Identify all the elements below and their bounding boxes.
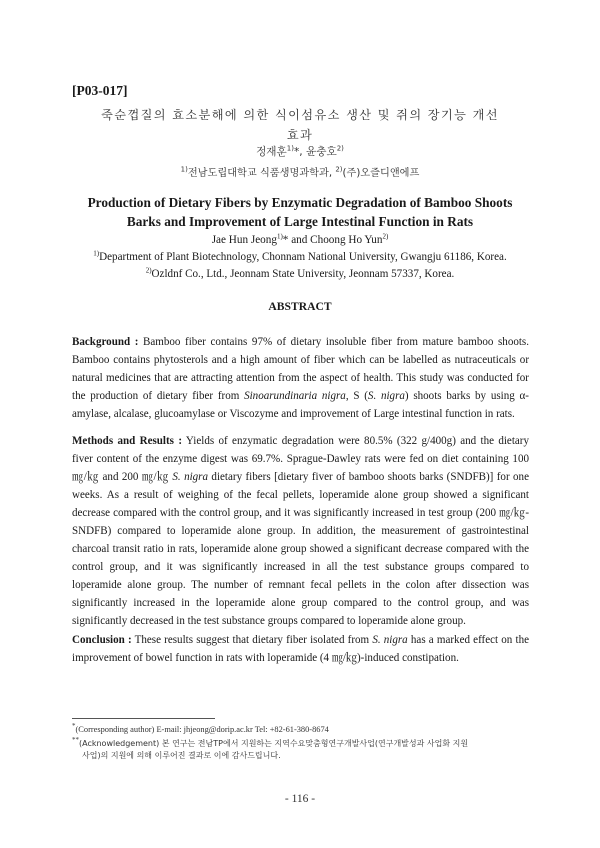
korean-aff-2: (주)오즐디앤에프 bbox=[342, 168, 420, 179]
methods-species: S. nigra bbox=[172, 471, 209, 483]
methods-label: Methods and Results : bbox=[72, 435, 182, 447]
page-number: - 116 - bbox=[284, 793, 316, 805]
korean-author-2-affil: 2) bbox=[336, 144, 344, 153]
background-text-3: ) shoots barks by using α-amylase, alcalase, glucoamylase or Viscozyme and improvement of Large intestinal function in rats. bbox=[72, 390, 529, 420]
footnote-1-text: (Corresponding author) E-mail: jhjeong@dorip.ac.kr Tel: +82-61-380-8674 bbox=[75, 725, 329, 734]
english-authors bbox=[60, 234, 540, 246]
korean-title-line1: 죽순껍질의 효소분해에 의한 식이섬유소 생산 및 쥐의 장기능 개선 bbox=[101, 108, 499, 122]
english-affiliation-1 bbox=[60, 251, 540, 263]
korean-author-1-affil: 1) bbox=[286, 144, 294, 153]
footnote-2-mark: ** bbox=[72, 736, 79, 745]
poster-code: [P03-017] bbox=[72, 83, 128, 98]
footnote-2-line2: 사업)의 지원에 의해 이루어진 결과로 이에 감사드립니다. bbox=[82, 751, 281, 760]
korean-aff-2-sup: 2) bbox=[335, 165, 343, 174]
korean-aff-1: 전남도립대학교 식품생명과학과, bbox=[187, 168, 336, 179]
english-author-1: Jae Hun Jeong bbox=[211, 234, 277, 246]
korean-affiliations bbox=[60, 164, 540, 179]
english-title-line2: Barks and Improvement of Large Intestinal Function in Rats bbox=[126, 214, 474, 229]
methods-text-1: Yields of enzymatic degradation were 80.5% (322 g/400g) and the dietary fiver content of the enzyme digest was 69.7%. Sprague-Dawley rats were fed on diet containing 100 ㎎/㎏ and 200 ㎎/㎏ bbox=[72, 435, 529, 483]
background-text-2: , S ( bbox=[345, 390, 368, 402]
background-species-short: S. nigra bbox=[367, 390, 405, 402]
footnote-divider bbox=[72, 718, 215, 719]
english-aff-1-text: Department of Plant Biotechnology, Chonnam National University, Gwangju 61186, Korea. bbox=[99, 251, 507, 263]
background-text-1: Bamboo fiber contains 97% of dietary insoluble fiber from mature bamboo shoots. Bamboo contains phytosterols and a high amount of fiber which can be labelled as nutraceuticals or natural medicines that are attracting attention from the aspect of health. This study was conducted for the production of dietary fiber from bbox=[72, 336, 529, 402]
korean-title-line2: 효과 bbox=[286, 128, 314, 142]
korean-author-2: 윤충호 bbox=[306, 146, 337, 158]
footnote-acknowledgement bbox=[72, 738, 532, 762]
english-aff-2-text: Ozldnf Co., Ltd., Jeonnam State University, Jeonnam 57337, Korea. bbox=[151, 268, 455, 280]
english-author-1-mark: * and bbox=[282, 234, 311, 246]
conclusion-label: Conclusion : bbox=[72, 634, 132, 646]
english-author-2: Choong Ho Yun bbox=[310, 234, 383, 246]
abstract-background bbox=[72, 333, 529, 423]
english-affiliation-2 bbox=[60, 268, 540, 280]
footnote-corresponding-author bbox=[72, 724, 532, 736]
footnote-2-line1: (Acknowledgement) 본 연구는 전남TP에서 지원하는 지역수요맞춤형연구개발사업(연구개발성과 사업화 지원 bbox=[79, 739, 469, 748]
korean-author-1-mark: *, bbox=[293, 146, 307, 158]
english-aff-2-sup: 2) bbox=[145, 266, 152, 275]
conclusion-text-2: has a marked effect on the improvement of bowel function in rats with loperamide (4 ㎎/㎏)-induced constipation. bbox=[72, 634, 529, 664]
korean-author-1: 정재훈 bbox=[256, 146, 287, 158]
english-author-1-affil: 1) bbox=[276, 232, 283, 241]
abstract-conclusion bbox=[72, 631, 529, 667]
english-aff-1-sup: 1) bbox=[93, 249, 100, 258]
conclusion-species: S. nigra bbox=[372, 634, 408, 646]
footnote-1-mark: * bbox=[72, 722, 76, 731]
english-author-2-affil: 2) bbox=[382, 232, 389, 241]
methods-text-2: dietary fibers [dietary fiver of bamboo shoots barks (SNDFB)] for one weeks. As a result of weighing of the fecal pellets, loperamide alone group showed a significant decrease compared with the control group, and it was significantly increased in test group (200 ㎎/㎏-SNDFB) compared to loperamide alone group. In addition, the measurement of gastrointestinal charcoal transit ratio in rats, loperamide alone group showed a significant decrease compared with the control group, and it was significantly increased in all the test substance groups compared to loperamide alone group. The number of remnant fecal pellets in the colon after dissection was significantly increased in the loperamide alone group compared to the control group, and was significantly decreased in the test substance groups compared to loperamide alone group. bbox=[72, 471, 529, 627]
abstract-heading: ABSTRACT bbox=[268, 300, 332, 313]
abstract-methods-results bbox=[72, 432, 529, 630]
background-label: Background : bbox=[72, 336, 139, 348]
korean-authors bbox=[60, 144, 540, 159]
korean-aff-1-sup: 1) bbox=[180, 165, 188, 174]
conclusion-text-1: These results suggest that dietary fiber isolated from bbox=[131, 634, 373, 646]
english-title-line1: Production of Dietary Fibers by Enzymatic Degradation of Bamboo Shoots bbox=[87, 195, 513, 210]
background-species: Sinoarundinaria nigra bbox=[244, 390, 346, 402]
